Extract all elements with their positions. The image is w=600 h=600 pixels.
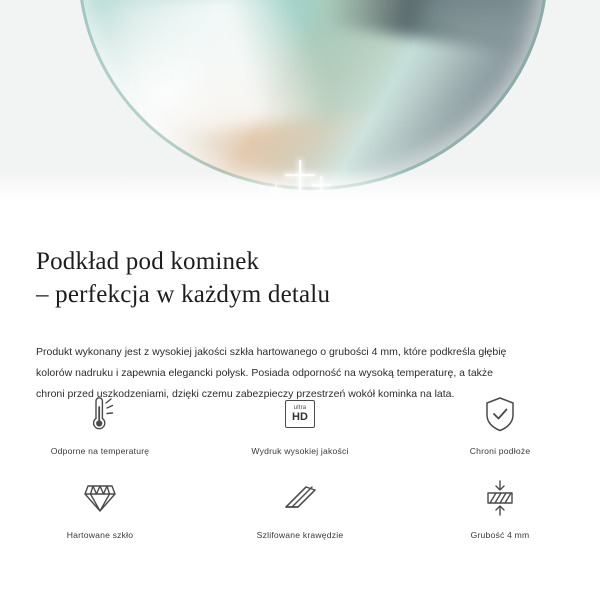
feature-item-temperature <box>0 388 200 466</box>
feature-caption: Szlifowane krawędzie <box>256 530 344 540</box>
feature-item-thickness <box>400 472 600 550</box>
headline-line-2: – perfekcja w każdym detalu <box>36 280 331 308</box>
headline-line-1: Podkład pod kominek <box>36 247 260 275</box>
ultra-hd-icon: ultra HD <box>285 392 315 436</box>
feature-item-print-quality <box>200 388 400 466</box>
feature-grid <box>0 388 600 550</box>
feature-item-tempered-glass <box>0 472 200 550</box>
polished-edge-icon <box>282 476 318 520</box>
feature-item-polished-edges <box>200 472 400 550</box>
description-paragraph: Produkt wykonany jest z wysokiej jakości szkła hartowanego o grubości 4 mm, które podkreśla głębię kolorów nadruku i zapewnia elegancki połysk. Posiada odporność na wysoką temperaturę, a także chroni przed uszkodzeniami, dzięki czemu zabezpieczy przestrzeń wokół kominka na lata. <box>36 345 507 400</box>
thickness-arrows-icon <box>482 476 518 520</box>
feature-item-surface-protection <box>400 388 600 466</box>
feature-caption: Grubość 4 mm <box>470 530 530 540</box>
shield-check-icon <box>484 392 516 436</box>
feature-caption: Wydruk wysokiej jakości <box>251 446 349 456</box>
text-content <box>0 210 600 415</box>
diamond-icon <box>82 476 118 520</box>
hero-image <box>0 0 600 210</box>
feature-caption: Hartowane szkło <box>66 530 134 540</box>
hero-fade-overlay <box>0 170 600 210</box>
feature-caption: Chroni podłoże <box>469 446 531 456</box>
thermometer-icon <box>83 392 117 436</box>
feature-caption: Odporne na temperaturę <box>50 446 150 456</box>
page-title <box>0 227 600 311</box>
